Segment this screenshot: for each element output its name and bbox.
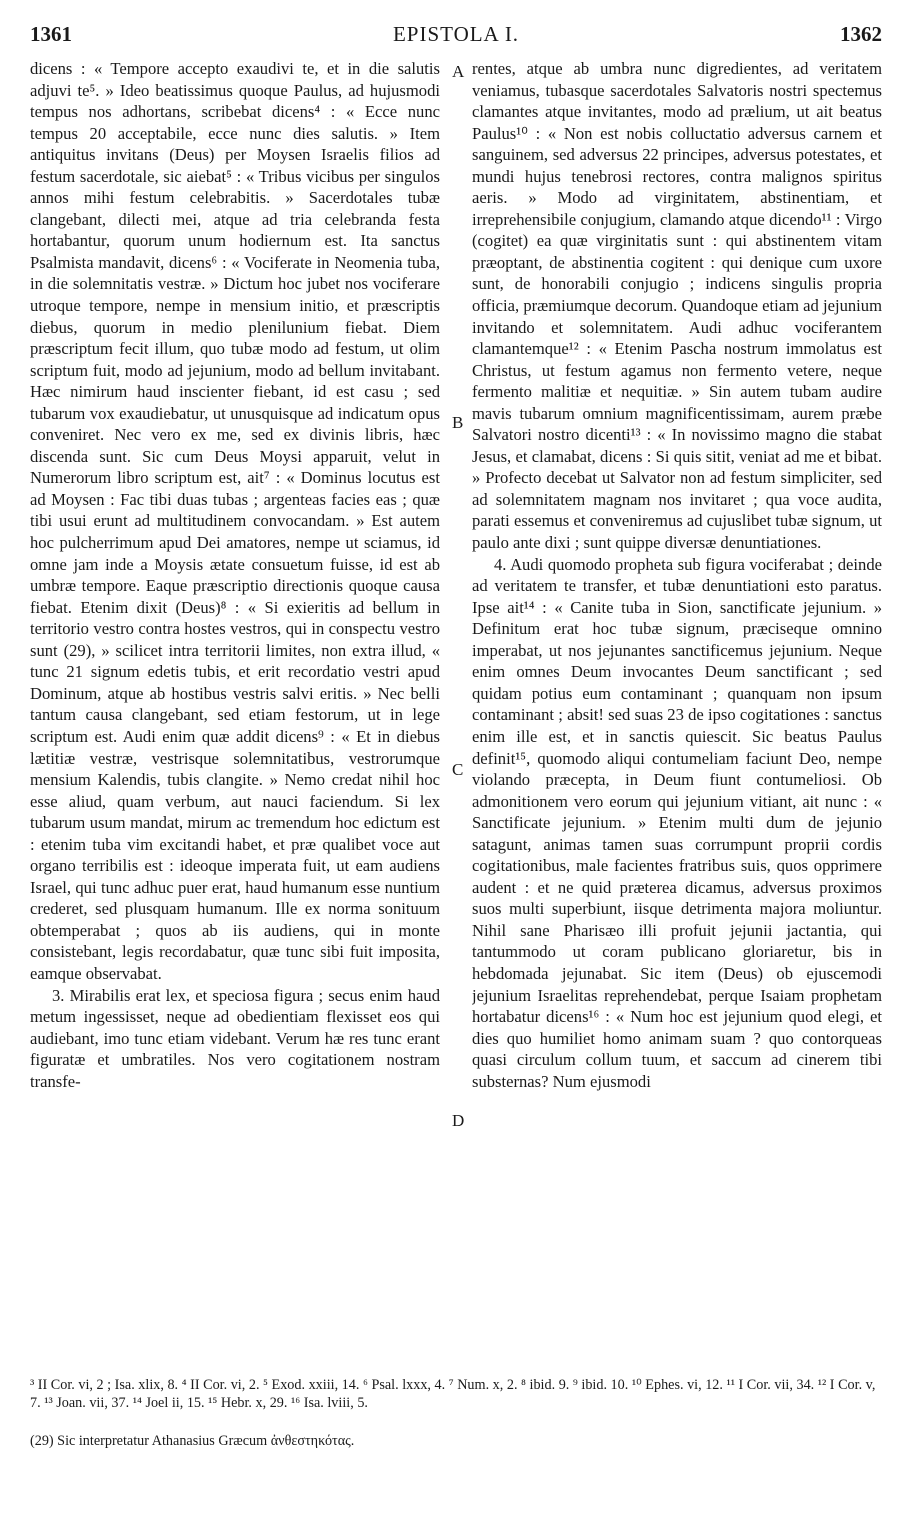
margin-letter-b: B (452, 413, 464, 432)
footnote-note: (29) Sic interpretatur Athanasius Græcum ἀνθεστηκότας. (30, 1433, 355, 1449)
right-paragraph-1: rentes, atque ab umbra nunc digredientes, ad veritatem veniamus, tubasque sacerdotales Salvatoris nostri spectemus clamantes atque invitantes, modo ad prælium, ut ait beatus Paulus¹⁰ : « Non est nobis colluctatio adversus carnem et sanguinem, sed adversus 22 principes, adversus potestates, et mundi hujus tenebrosi rectores, contra malignos spiritus aeris. » Modo ad virginitatem, abstinentiam, et irreprehensibile conjugium, clamando atque dicendo¹¹ : Virgo (cogitet) ea quæ virginitatis sunt : qui abstinentem vitam præoptant, de abstinentia cogitent : qui denique cum uxore sunt, de honorabili conjugio ; indicens singulis propria officia, præmiumque decorum. Quandoque etiam ad jejunium invitando et solemnitatem. Audi adhuc vociferantem clamantemque¹² : « Etenim Pascha nostrum immolatus est Christus, ut festum agamus non fermento vetere, neque fermento malitiæ et nequitiæ. » Sin autem tubam audire mavis tubarum omnium magnificentissimam, aurem præbe Salvatori nostro dicenti¹³ : « In novissimo magno die stabat Jesus, et clamabat, dicens : Si quis sitit, veniat ad me et bibat. » Profecto decebat ut Salvator non ad festum simpliciter, sed ad solemnitatem magnam nos invitaret ; qua voce audita, parati essemus et conveniremus ad cujuslibet tubæ signum, ut paulo ante dixi ; sunt quippe diversæ denuntiationes. (472, 59, 882, 553)
left-paragraph-1: dicens : « Tempore accepto exaudivi te, et in die salutis adjuvi te⁵. » Ideo beatissimus quoque Paulus, ad hujusmodi tempus nos adhortans, scribebat dicens⁴ : « Ecce nunc tempus 20 acceptabile, ecce nunc dies salutis. » Item antiquitus invitans (Deus) per Moysen Israelis filios ad festum sacerdotale, sic aiebat⁵ : « Tribus vicibus per singulos annos mihi festum celebrabitis. » Sacerdotales tubæ clangebant, dilecti mei, atque ad tria celebranda festa hortabantur, quorum unum hodiernum est. Ita sanctus Psalmista mandavit, dicens⁶ : « Vociferate in Neomenia tuba, in die solemnitatis vestræ. » Dictum hoc jubet nos vociferare utroque tempore, nempe in mensium initio, et præscriptis diebus, quorum in medio plenilunium fiebat. Diem præscriptum fecit illum, quo tubæ modo ad festum, ut olim scriptum fuit, modo ad jejunium, modo ad bellum invitabant. Hæc nimirum haud inscienter fiebant, id est casu ; sed tubarum vox exaudiebatur, ut unusquisque ad indicatum opus conveniret. Nec vero ex me, sed ex divinis libris, hæc discenda sunt. Sic cum Deus Moysi apparuit, velut in Numerorum libro scriptum est, ait⁷ : « Dominus locutus est ad Moysen : Fac tibi duas tubas ; argenteas facies eas ; quæ tibi usui erunt ad multitudinem convocandam. » Est autem hoc pulcherrimum apud Dei amatores, nempe ut sciamus, id omne jam inde a Moysis ætate consuetum fuisse, id est ab umbræ tempore. Eaque præscriptio directionis quoque causa fiebat. Etenim dixit (Deus)⁸ : « Si exieritis ad bellum in territorio vestro contra hostes vestros, qui in conspectu vestro sunt (29), » scilicet intra territorii limites, non extra illud, « tunc 21 signum edetis tubis, et erit recordatio vestri apud Dominum, atque ab hostibus vestris salvi eritis. » Nec belli tantum causa clangebant, sed etiam festorum, ut in lege scriptum est. Audi enim quæ addit dicens⁹ : « Et in diebus lætitiæ vestræ, vestrisque solemnitatibus, vestrorumque mensium Kalendis, tubis clangite. » Nemo credat nihil hoc esse aliud, quam verbum, aut nauci faciendum. Si lex tubarum usum mandat, mirum ac tremendum hoc edictum est : etenim tuba vim excitandi habet, et præ qualibet voce aut organo terribilis est : ideoque imperata fuit, ut eam audiens Israel, qui tunc adhuc puer erat, haud humanum esse nuntium crederet, sed plusquam humanum. Ille ex norma sonituum obtemperabat ; quos ab iis audiens, qui in monte consistebant, legis recordabatur, quæ tunc sibi fuit imposita, eamque observabat. (30, 59, 440, 983)
right-column (472, 58, 882, 1373)
margin-letter-a: A (452, 62, 465, 81)
page-header (30, 22, 882, 52)
running-title: EPISTOLA I. (392, 22, 520, 46)
right-paragraph-2: 4. Audi quomodo propheta sub figura vociferabat ; deinde ad veritatem te transfer, et tubæ denuntiationi esto paratus. Ipse ait¹⁴ : « Canite tuba in Sion, sanctificate jejunium. » Definitum erat hoc tubæ signum, præciseque omnino imperabat, ut nos jejunantes sanctificemus jejunium. Neque enim omnes Deum invocantes Deum sanctificant ; sed quidam potius eum contaminant ; quanquam non ipsum contaminant ; absit! sed suas 23 de ipso cogitationes : sanctus enim ille est, et in sanctis quiescit. Sic beatus Paulus definit¹⁵, quomodo aliqui contumeliam faciunt Deo, nempe violando præcepta, in Deum fiunt contumeliosi. Ob admonitionem vero eorum qui jejunium vitiant, ait nunc : « Sanctificate jejunium. » Etenim multi dum de jejunio satagunt, animas tamen suas corrumpunt proprii cordis cogitationibus, male facientes fratribus suis, quos opprimere audent : et ne quid præterea dicamus, adversus proximos suos multi superbiunt, iisque detrimenta majora moliuntur. Nihil sane Pharisæo illi profuit jejunii jactantia, qui tantummodo ut coram publicano gloriaretur, bis in hebdomada jejunabat. Sic item (Deus) ob ejuscemodi jejunium Israelitas reprehendebat, perque Isaiam prophetam hortabatur dicens¹⁶ : « Num hoc est jejunium quod elegi, et dies quo humiliet homo animam suam ? quo contorqueas quasi circulum collum tuum, et saccum ad cinerem tibi substernas? Num ejusmodi (472, 554, 882, 1091)
page-number-right: 1362 (840, 22, 882, 46)
margin-letter-c: C (452, 760, 464, 779)
page-number-left: 1361 (30, 22, 72, 46)
left-paragraph-2: 3. Mirabilis erat lex, et speciosa figura ; secus enim haud metum ingessisset, neque ad obedientiam flexisset eos qui audiebant, imo tunc etiam videbant. Verum hæ res tunc erant figuratæ et umbratiles. Nos vero cogitationem nostram transfe- (30, 985, 440, 1091)
left-column (30, 58, 440, 1373)
footnote-references: ³ II Cor. vi, 2 ; Isa. xlix, 8. ⁴ II Cor. vi, 2. ⁵ Exod. xxiii, 14. ⁶ Psal. lxxx, 4. ⁷ Num. x, 2. ⁸ ibid. 9. ⁹ ibid. 10. ¹⁰ Ephes. vi, 12. ¹¹ I Cor. vii, 34. ¹² I Cor. v, 7. ¹³ Joan. vii, 37. ¹⁴ Joel ii, 15. ¹⁵ Hebr. x, 29. ¹⁶ Isa. lviii, 5. (30, 1377, 876, 1411)
margin-letter-d: D (452, 1111, 465, 1130)
